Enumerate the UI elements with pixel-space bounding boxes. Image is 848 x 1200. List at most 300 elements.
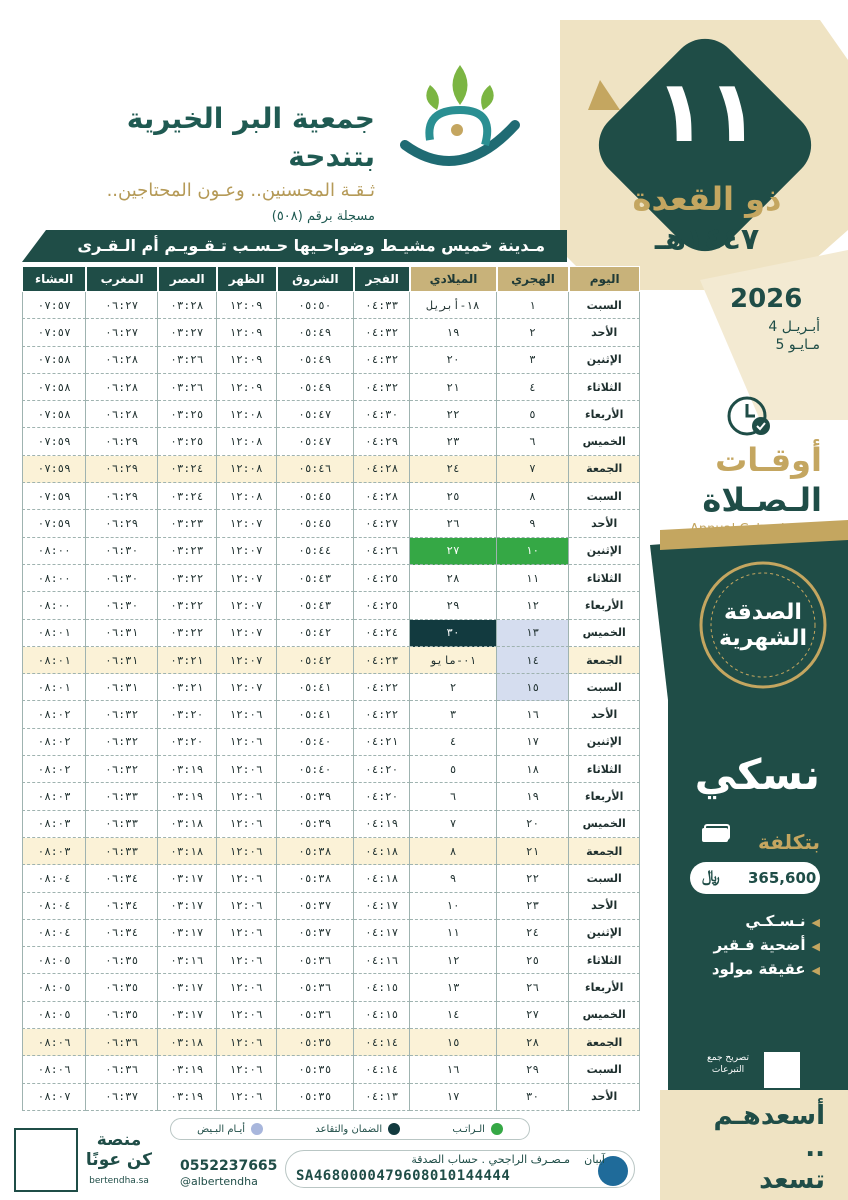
nusuk-title: نسكي [694,750,820,799]
table-cell: الإثنين [569,729,640,756]
table-cell: ٠٦:٣٧ [86,1084,158,1111]
white-days-dot-icon [251,1123,263,1135]
table-cell: ٠٣:٢٤ [158,483,217,510]
table-row [22,838,640,865]
table-cell: ٧ [497,456,570,483]
table-cell: ٠٨:٠١ [22,674,86,701]
table-cell: ٠٤:٢٩ [354,428,410,455]
table-cell: ٠٦:٣٠ [86,565,158,592]
table-cell: ١٢:٠٦ [217,811,277,838]
table-cell: ٠٣:١٧ [158,1002,217,1029]
table-cell: ٠٧:٥٨ [22,401,86,428]
table-cell: السبت [569,292,640,319]
table-cell: الثلاثاء [569,565,640,592]
table-cell: ٠٣:١٧ [158,865,217,892]
table-cell: ٣ [410,701,496,728]
table-cell: ٠٦:٣٠ [86,592,158,619]
table-cell: ٠٥:٣٦ [277,974,354,1001]
table-cell: ٠٥:٣٦ [277,1002,354,1029]
table-cell: ١٢:٠٨ [217,428,277,455]
table-cell: ٤ [497,374,570,401]
table-cell: ٠٤:٢٨ [354,456,410,483]
col-header: المغرب [86,266,158,292]
table-cell: ٠٤:٢٦ [354,538,410,565]
slogan-line2: تسعد [759,1165,825,1195]
table-cell: ٠٣:٢٢ [158,565,217,592]
table-cell: ٠٨:٠٥ [22,947,86,974]
table-cell: ٠٦:٣٢ [86,756,158,783]
table-cell: ٠٣:١٧ [158,974,217,1001]
table-cell: ٠٥:٤٢ [277,647,354,674]
table-cell: ١٢:٠٩ [217,347,277,374]
table-cell: ١٢:٠٦ [217,974,277,1001]
table-cell: الخميس [569,428,640,455]
table-row [22,893,640,920]
table-cell: ٠٣:٢٠ [158,729,217,756]
table-cell: ٠٨:٠٤ [22,893,86,920]
table-cell: ١٢:٠٧ [217,510,277,537]
monthly-charity-text: الصدقة الشهرية [719,600,807,651]
table-cell: الثلاثاء [569,756,640,783]
table-cell: ١٩ [497,783,570,810]
gregorian-month-1: أبـريـل 4 [768,319,820,335]
table-row [22,920,640,947]
table-row [22,592,640,619]
table-cell: ١٣ [410,974,496,1001]
table-cell: ٣٠ [410,620,496,647]
table-cell: الجمعة [569,647,640,674]
table-cell: ٠٣:١٧ [158,893,217,920]
col-header: الميلادي [410,266,496,292]
table-cell: ٠٥:٣٩ [277,811,354,838]
table-cell: ٠٧:٥٩ [22,483,86,510]
table-row [22,347,640,374]
city-banner: مـدينة خميس مشيـط وضواحـيها حـسـب تـقـويـم أم الـقـرى [22,230,567,262]
table-cell: ٠٥:٤٥ [277,483,354,510]
clock-icon [725,392,775,442]
table-cell: ١٢:٠٦ [217,729,277,756]
table-cell: ١٢:٠٦ [217,865,277,892]
table-row [22,783,640,810]
table-cell: ٠٣:١٩ [158,756,217,783]
table-cell: ١٠ [410,893,496,920]
table-cell: ١٤ [410,1002,496,1029]
table-row [22,483,640,510]
table-cell: الثلاثاء [569,374,640,401]
table-row [22,729,640,756]
table-cell: الأحد [569,893,640,920]
table-cell: ٠٣:٢٠ [158,701,217,728]
platform-url[interactable]: bertendha.sa [89,1176,149,1186]
table-cell: ٨ [497,483,570,510]
table-cell: ١٢:٠٦ [217,838,277,865]
table-cell: ٠٨:٠٤ [22,865,86,892]
table-cell: ٠٧:٥٨ [22,347,86,374]
table-cell: ٢١ [410,374,496,401]
table-cell: ٠٤:٢٨ [354,483,410,510]
table-cell: ١٢:٠٦ [217,783,277,810]
table-cell: ٠٦:٢٨ [86,401,158,428]
col-header: الشروق [277,266,354,292]
table-cell: ٠٥:٤٣ [277,592,354,619]
table-cell: ١٢:٠٧ [217,674,277,701]
table-cell: ٠٦:٢٩ [86,428,158,455]
phone-number[interactable]: 0552237665 [180,1158,278,1174]
table-cell: ٠٥:٣٩ [277,783,354,810]
table-row [22,319,640,346]
table-cell: ٠٣:٢٥ [158,428,217,455]
table-cell: ١٢:٠٩ [217,319,277,346]
hijri-month: ذو القعدة [632,180,782,218]
table-cell: ٠٣:٢١ [158,647,217,674]
table-cell: ٠٨:٠٦ [22,1056,86,1083]
table-cell: ٠٣:١٧ [158,920,217,947]
table-cell: الأحد [569,701,640,728]
qr-caption: تصريح جمع التبرعات [706,1053,749,1075]
table-cell: ٠٤:١٤ [354,1056,410,1083]
table-cell: ٠٦:٣٥ [86,947,158,974]
table-row [22,401,640,428]
table-cell: ٢٩ [410,592,496,619]
table-row [22,947,640,974]
col-header: اليوم [569,266,640,292]
table-row [22,811,640,838]
table-cell: ٠٧:٥٩ [22,456,86,483]
table-cell: ٠٤:٢٣ [354,647,410,674]
table-cell: ٠٦:٣٦ [86,1029,158,1056]
table-cell: ٠٣:١٩ [158,1056,217,1083]
table-cell: ٠٤:٢٧ [354,510,410,537]
table-cell: ٠٤:٢٤ [354,620,410,647]
table-cell: ٦ [410,783,496,810]
table-cell: ١٦ [497,701,570,728]
table-cell: ٠٥:٤٣ [277,565,354,592]
table-cell: الأربعاء [569,974,640,1001]
table-cell: الجمعة [569,456,640,483]
table-cell: الأحد [569,1084,640,1111]
table-row [22,756,640,783]
table-cell: ٠٦:٢٧ [86,319,158,346]
hijri-year: ١٤٤٧هـ [654,222,760,257]
table-row [22,701,640,728]
table-cell: ١٢:٠٦ [217,1084,277,1111]
table-cell: ١٧ [410,1084,496,1111]
table-cell: ١٦ [410,1056,496,1083]
table-cell: ٠٧:٥٩ [22,428,86,455]
table-cell: ٠٣:٢٦ [158,374,217,401]
table-cell: ٠٨:٠٢ [22,701,86,728]
table-row [22,374,640,401]
table-cell: الجمعة [569,1029,640,1056]
table-cell: ١٢ [497,592,570,619]
table-row [22,1029,640,1056]
table-cell: ٠٤:٢٢ [354,674,410,701]
closing-slogan [690,1100,825,1196]
table-cell: ٠٨:٠١ [22,620,86,647]
permit-qr-code[interactable] [762,1050,802,1090]
table-cell: ٠٥:٤٩ [277,347,354,374]
table-cell: ٠٤:٢٠ [354,756,410,783]
table-cell: ٠٧:٥٧ [22,292,86,319]
table-cell: ٠٦:٣٤ [86,893,158,920]
table-cell: ٨ [410,838,496,865]
table-row [22,1084,640,1111]
table-cell: ٠٨:٠٣ [22,783,86,810]
table-cell: ٠٣:١٨ [158,838,217,865]
table-cell: ١٢:٠٦ [217,920,277,947]
table-cell: ٠٨:٠٢ [22,729,86,756]
table-cell: ١٧ [497,729,570,756]
table-cell: ٠٧:٥٧ [22,319,86,346]
legend-pension: الضمان والتقاعد [315,1123,400,1135]
table-cell: ٠٤:٢٠ [354,783,410,810]
table-cell: ٠٤:١٣ [354,1084,410,1111]
table-cell: ٠٥:٣٧ [277,920,354,947]
table-cell: ٢٩ [497,1056,570,1083]
table-cell: الجمعة [569,838,640,865]
table-cell: ٠٨:٠٠ [22,538,86,565]
hijri-day: ١١ [654,62,760,162]
table-cell: ٠٤:١٧ [354,920,410,947]
table-cell: الخميس [569,1002,640,1029]
platform-name: منصة كن عونًا [85,1130,153,1170]
table-row [22,292,640,319]
table-cell: ٣٠ [497,1084,570,1111]
table-cell: ٠٣:٢٢ [158,592,217,619]
table-cell: ١٣ [497,620,570,647]
table-row [22,1002,640,1029]
table-cell: ٠٤:٢٥ [354,565,410,592]
org-header [70,100,375,228]
table-cell: ٥ [497,401,570,428]
table-cell: ٢٨ [410,565,496,592]
table-cell: ٠٥:٣٨ [277,838,354,865]
table-cell: ٠٤:٢٥ [354,592,410,619]
table-cell: ١٠ [497,538,570,565]
cost-label: بتكلفة [758,830,820,854]
table-cell: الإثنين [569,920,640,947]
table-cell: ٢٥ [497,947,570,974]
table-cell: ٠٣:١٨ [158,811,217,838]
table-cell: ٠٣:١٨ [158,1029,217,1056]
prayer-title-line1: أوقـات [715,441,822,479]
table-cell: ٠٦:٢٧ [86,292,158,319]
table-cell: ٠٦:٣١ [86,674,158,701]
table-row [22,674,640,701]
table-cell: ٠٥:٤٥ [277,510,354,537]
table-cell: ٠٦:٣١ [86,647,158,674]
table-cell: ٠٤:٣٢ [354,319,410,346]
table-cell: ٠٥:٣٥ [277,1084,354,1111]
table-cell: ٠٥:٣٧ [277,893,354,920]
nusuk-item: ◀عقيقة مولود [711,960,820,978]
table-cell: ٠٦:٣٣ [86,783,158,810]
table-row [22,510,640,537]
table-cell: ٠٨:٠١ [22,647,86,674]
table-cell: ٠٧:٥٩ [22,510,86,537]
table-cell: ٠٦:٢٩ [86,510,158,537]
prayer-title-line2: الـصـلاة [702,481,822,519]
table-cell: ٠٦:٣٢ [86,701,158,728]
table-cell: ٠٣:١٩ [158,783,217,810]
table-cell: ٥ [410,756,496,783]
org-registration: مسجلة برقم (٥٠٨) [271,209,375,224]
table-cell: ٠٨:٠٣ [22,811,86,838]
table-cell: ٠٥:٤٤ [277,538,354,565]
prayer-times-table [22,266,640,1111]
table-cell: ٠٤:١٨ [354,865,410,892]
table-cell: الإثنين [569,347,640,374]
table-cell: ٠٣:١٩ [158,1084,217,1111]
table-cell: ٠٦:٣٣ [86,838,158,865]
table-cell: ١٨ [497,756,570,783]
table-cell: ١٨-أبريل [410,292,496,319]
table-cell: ٩ [410,865,496,892]
gregorian-months [720,318,820,354]
table-cell: ٠٧:٥٨ [22,374,86,401]
salary-dot-icon [491,1123,503,1135]
legend-white-days: أيـام البـيض [197,1123,263,1135]
table-cell: ١٢:٠٦ [217,756,277,783]
table-cell: ١٩ [410,319,496,346]
table-row [22,865,640,892]
table-cell: ١٢:٠٦ [217,1002,277,1029]
table-cell: ٢٤ [410,456,496,483]
table-cell: ١١ [410,920,496,947]
table-cell: ٢٤ [497,920,570,947]
table-cell: ٤ [410,729,496,756]
table-cell: ٠٣:٢٤ [158,456,217,483]
table-cell: ٠٤:٢٢ [354,701,410,728]
social-handle[interactable]: @albertendha [180,1175,258,1188]
table-cell: الأحد [569,319,640,346]
riyal-icon: ﷼ [702,866,720,885]
gregorian-year: 2026 [730,284,803,314]
table-cell: ٢٣ [410,428,496,455]
table-cell: ٠٤:١٩ [354,811,410,838]
table-cell: ٢ [497,319,570,346]
aoun-logo-icon [385,55,535,175]
table-cell: ١٢ [410,947,496,974]
table-cell: ٩ [497,510,570,537]
table-cell: الأحد [569,510,640,537]
table-row [22,456,640,483]
table-cell: ٠٨:٠٧ [22,1084,86,1111]
table-cell: ٧ [410,811,496,838]
table-cell: ١٢:٠٦ [217,893,277,920]
table-cell: ٠٣:٢٨ [158,292,217,319]
col-header: العشاء [22,266,86,292]
table-cell: ٢٧ [410,538,496,565]
table-cell: ٠٦:٢٨ [86,374,158,401]
table-cell: ١٢:٠٧ [217,620,277,647]
table-cell: ٠٣:٢٣ [158,538,217,565]
table-cell: ٠٨:٠٢ [22,756,86,783]
table-cell: ٠٥:٤٧ [277,401,354,428]
table-row [22,1056,640,1083]
table-cell: ٠٤:١٨ [354,838,410,865]
table-cell: الخميس [569,811,640,838]
iban-label: آيبان [584,1153,605,1166]
table-cell: ٠٦:٣٥ [86,1002,158,1029]
table-cell: ٠٥:٥٠ [277,292,354,319]
table-cell: الخميس [569,620,640,647]
table-cell: ٠٤:١٤ [354,1029,410,1056]
table-cell: ٢ [410,674,496,701]
nusuk-item: ◀أضحية فـقير [713,936,820,954]
table-cell: ٠٦:٣٤ [86,920,158,947]
table-cell: ٠٨:٠٥ [22,1002,86,1029]
table-cell: ٠٥:٣٦ [277,947,354,974]
table-row [22,620,640,647]
table-cell: ١٢:٠٦ [217,947,277,974]
table-cell: ١٥ [410,1029,496,1056]
table-cell: ١٢:٠٧ [217,592,277,619]
table-cell: ٠٤:٣٢ [354,374,410,401]
table-cell: السبت [569,483,640,510]
table-cell: ٠٣:٢٦ [158,347,217,374]
bank-name: مـصـرف الراجحي . حساب الصدقة [411,1153,570,1166]
gregorian-month-2: مـايـو 5 [775,337,820,353]
table-cell: ٠٣:٢٧ [158,319,217,346]
org-name: جمعية البر الخيرية بتندحة [126,102,375,173]
pension-dot-icon [388,1123,400,1135]
table-row [22,428,640,455]
legend-salary: الـراتـب [452,1123,503,1135]
table-cell: ٠٦:٢٩ [86,483,158,510]
table-header-row [22,266,640,292]
table-cell: ١٢:٠٩ [217,374,277,401]
table-cell: ٢٦ [410,510,496,537]
table-cell: ٢٥ [410,483,496,510]
table-row [22,647,640,674]
table-cell: ٠٥:٤٠ [277,729,354,756]
table-cell: ٠٨:٠٣ [22,838,86,865]
table-cell: ٠٥:٣٥ [277,1029,354,1056]
table-cell: ١ [497,292,570,319]
table-cell: ٠٤:٣٢ [354,347,410,374]
table-cell: ٠٣:٢١ [158,674,217,701]
table-cell: ٢٢ [410,401,496,428]
org-slogan: ثـقـة المحسنين.. وعـون المحتاجين.. [106,180,375,201]
table-cell: ٠٦:٣٢ [86,729,158,756]
table-cell: ٠٥:٤١ [277,674,354,701]
table-cell: ١٢:٠٩ [217,292,277,319]
table-cell: ٠١-مايو [410,647,496,674]
table-cell: الثلاثاء [569,947,640,974]
col-header: العصر [158,266,217,292]
table-cell: السبت [569,865,640,892]
table-cell: ٠٤:٣٠ [354,401,410,428]
table-cell: ١٢:٠٦ [217,701,277,728]
table-cell: ٠٣:٢٥ [158,401,217,428]
table-cell: ٠٦:٢٩ [86,456,158,483]
table-cell: ٠٨:٠٦ [22,1029,86,1056]
table-cell: ٠٦:٣١ [86,620,158,647]
table-cell: ٠٤:١٥ [354,974,410,1001]
table-cell: ٠٥:٤٧ [277,428,354,455]
table-cell: ٠٥:٤٩ [277,319,354,346]
table-cell: ٠٥:٤٢ [277,620,354,647]
table-cell: ٠٤:١٧ [354,893,410,920]
table-row [22,974,640,1001]
table-cell: ٠٥:٤٠ [277,756,354,783]
platform-qr-code[interactable] [14,1128,78,1192]
table-cell: ١٥ [497,674,570,701]
col-header: الهجري [497,266,570,292]
table-cell: ٠٥:٤٦ [277,456,354,483]
table-cell: ٣ [497,347,570,374]
